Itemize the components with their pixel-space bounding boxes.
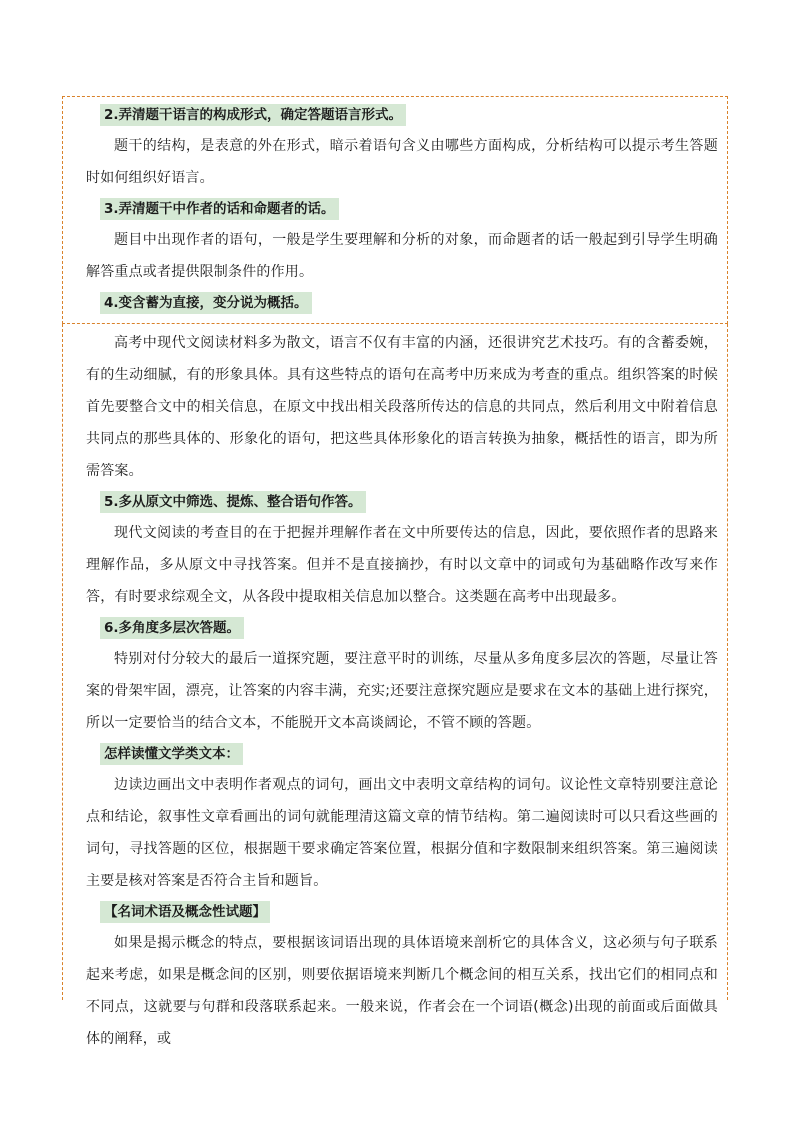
paragraph-literary-reading: 边读边画出文中表明作者观点的词句，画出文中表明文章结构的词句。议论性文章特别要注意论点和结论，叙事性文章看画出的词句就能理清这篇文章的情节结构。第二遍阅读时可以只看这些画的词句，寻找答题的区位，根据题干要求确定答案位置，根据分值和字数限制来组织答案。第三遍阅读主要是核对答案是否符合主旨和题旨。 [86,777,718,889]
section-1 [86,100,718,318]
paragraph-6: 特别对付分较大的最后一道探究题，要注意平时的训练，尽量从多角度多层次的答题，尽量让答案的骨架牢固，漂亮，让答案的内容丰满，充实;还要注意探究题应是要求在文本的基础上进行探究，所以一定要恰当的结合文本，不能脱开文本高谈阔论，不管不顾的答题。 [86,651,718,731]
heading-literary-reading: 怎样读懂文学类文本： [100,743,243,765]
heading-4: 4.变含蓄为直接，变分说为概括。 [100,292,312,314]
heading-3: 3.弄清题干中作者的话和命题者的话。 [100,198,339,220]
section-2 [86,327,718,1055]
heading-2: 2.弄清题干语言的构成形式，确定答题语言形式。 [100,104,406,126]
paragraph-terminology: 如果是揭示概念的特点，要根据该词语出现的具体语境来剖析它的具体含义，这必须与句子联系起来考虑，如果是概念间的区别，则要依据语境来判断几个概念间的相互关系，找出它们的相同点和不同点，这就要与句群和段落联系起来。一般来说，作者会在一个词语(概念)出现的前面或后面做具体的阐释，或 [86,935,718,1047]
paragraph-4: 高考中现代文阅读材料多为散文，语言不仅有丰富的内涵，还很讲究艺术技巧。有的含蓄委婉，有的生动细腻，有的形象具体。具有这些特点的语句在高考中历来成为考查的重点。组织答案的时候首先要整合文中的相关信息，在原文中找出相关段落所传达的信息的共同点，然后利用文中附着信息共同点的那些具体的、形象化的语句，把这些具体形象化的语言转换为抽象，概括性的语言，即为所需答案。 [86,335,718,479]
paragraph-5: 现代文阅读的考查目的在于把握并理解作者在文中所要传达的信息，因此，要依照作者的思路来理解作品，多从原文中寻找答案。但并不是直接摘抄，有时以文章中的词或句为基础略作改写来作答，有时要求综观全文，从各段中提取相关信息加以整合。这类题在高考中出现最多。 [86,525,718,605]
heading-6: 6.多角度多层次答题。 [100,617,244,639]
heading-5: 5.多从原文中筛选、提炼、整合语句作答。 [100,491,366,513]
heading-terminology: 【名词术语及概念性试题】 [100,901,270,923]
paragraph-2: 题干的结构，是表意的外在形式，暗示着语句含义由哪些方面构成，分析结构可以提示考生答题时如何组织好语言。 [86,138,718,186]
paragraph-3: 题目中出现作者的语句，一般是学生要理解和分析的对象，而命题者的话一般起到引导学生明确解答重点或者提供限制条件的作用。 [86,232,718,280]
